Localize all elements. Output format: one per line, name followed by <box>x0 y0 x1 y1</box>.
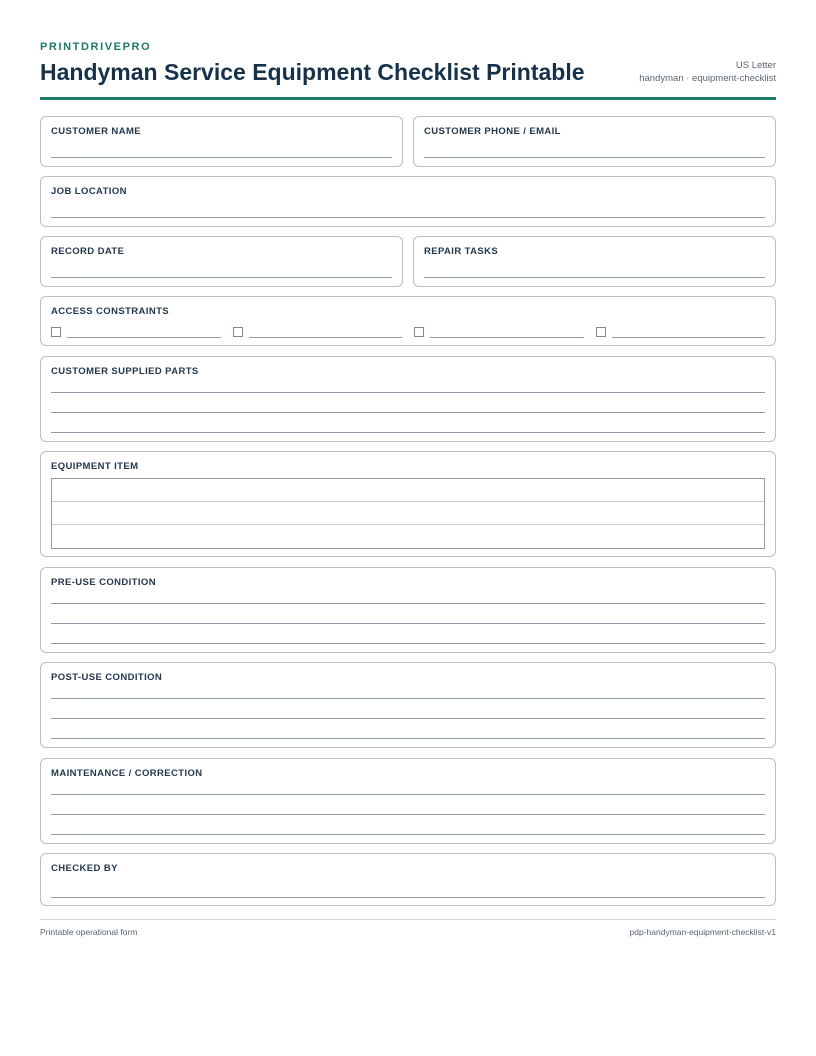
access-option-3 <box>414 322 584 338</box>
writing-line[interactable] <box>51 814 765 815</box>
access-constraints-section <box>40 296 776 346</box>
checked-by-label: CHECKED BY <box>51 863 118 874</box>
maintenance-correction-label: MAINTENANCE / CORRECTION <box>51 768 203 779</box>
customer-contact-field[interactable] <box>424 157 765 158</box>
repair-tasks-section <box>413 236 776 287</box>
checked-by-field[interactable] <box>51 897 765 898</box>
pre-use-condition-section <box>40 567 776 653</box>
checkbox[interactable] <box>414 327 424 337</box>
customer-name-label: CUSTOMER NAME <box>51 126 141 137</box>
customer-supplied-parts-section <box>40 356 776 442</box>
checkbox[interactable] <box>233 327 243 337</box>
writing-line[interactable] <box>51 643 765 644</box>
writing-line[interactable] <box>51 718 765 719</box>
record-date-field[interactable] <box>51 277 392 278</box>
job-location-field[interactable] <box>51 217 765 218</box>
post-use-condition-label: POST-USE CONDITION <box>51 672 163 683</box>
writing-line[interactable] <box>51 738 765 739</box>
access-option-field[interactable] <box>67 337 221 338</box>
access-option-field[interactable] <box>612 337 766 338</box>
job-location-section <box>40 176 776 227</box>
brand-name: PRINTDRIVEPRO <box>40 41 152 53</box>
access-constraints-label: ACCESS CONSTRAINTS <box>51 306 170 317</box>
access-option-4 <box>596 322 766 338</box>
checkbox[interactable] <box>51 327 61 337</box>
repair-tasks-field[interactable] <box>424 277 765 278</box>
checked-by-section <box>40 853 776 906</box>
writing-line[interactable] <box>51 698 765 699</box>
access-option-2 <box>233 322 403 338</box>
record-date-section <box>40 236 403 287</box>
document-meta <box>639 59 776 85</box>
customer-contact-label: CUSTOMER PHONE / EMAIL <box>424 126 561 137</box>
footer-note: Printable operational form <box>40 927 138 937</box>
footer-rule <box>40 919 776 920</box>
paper-size: US Letter <box>735 60 776 71</box>
equipment-item-table <box>51 478 765 549</box>
header-rule <box>40 97 776 100</box>
form-id: pdp-handyman-equipment-checklist-v1 <box>629 927 776 937</box>
customer-contact-section <box>413 116 776 167</box>
record-date-label: RECORD DATE <box>51 246 125 257</box>
maintenance-correction-section <box>40 758 776 844</box>
writing-line[interactable] <box>51 623 765 624</box>
customer-name-section <box>40 116 403 167</box>
pre-use-condition-label: PRE-USE CONDITION <box>51 577 156 588</box>
page-title: Handyman Service Equipment Checklist Printable <box>40 59 585 85</box>
writing-line[interactable] <box>51 392 765 393</box>
equipment-item-section <box>40 451 776 557</box>
equipment-item-label: EQUIPMENT ITEM <box>51 461 139 472</box>
customer-supplied-parts-label: CUSTOMER SUPPLIED PARTS <box>51 366 199 377</box>
table-row[interactable] <box>52 502 764 525</box>
customer-name-field[interactable] <box>51 157 392 158</box>
checkbox[interactable] <box>596 327 606 337</box>
writing-line[interactable] <box>51 794 765 795</box>
post-use-condition-section <box>40 662 776 748</box>
access-constraints-options <box>51 322 765 338</box>
access-option-field[interactable] <box>249 337 403 338</box>
writing-line[interactable] <box>51 412 765 413</box>
document-tags: handyman · equipment-checklist <box>639 73 776 84</box>
table-row[interactable] <box>52 525 764 548</box>
job-location-label: JOB LOCATION <box>51 186 127 197</box>
access-option-field[interactable] <box>430 337 584 338</box>
repair-tasks-label: REPAIR TASKS <box>424 246 499 257</box>
table-row[interactable] <box>52 479 764 502</box>
writing-line[interactable] <box>51 603 765 604</box>
writing-line[interactable] <box>51 432 765 433</box>
writing-line[interactable] <box>51 834 765 835</box>
access-option-1 <box>51 322 221 338</box>
